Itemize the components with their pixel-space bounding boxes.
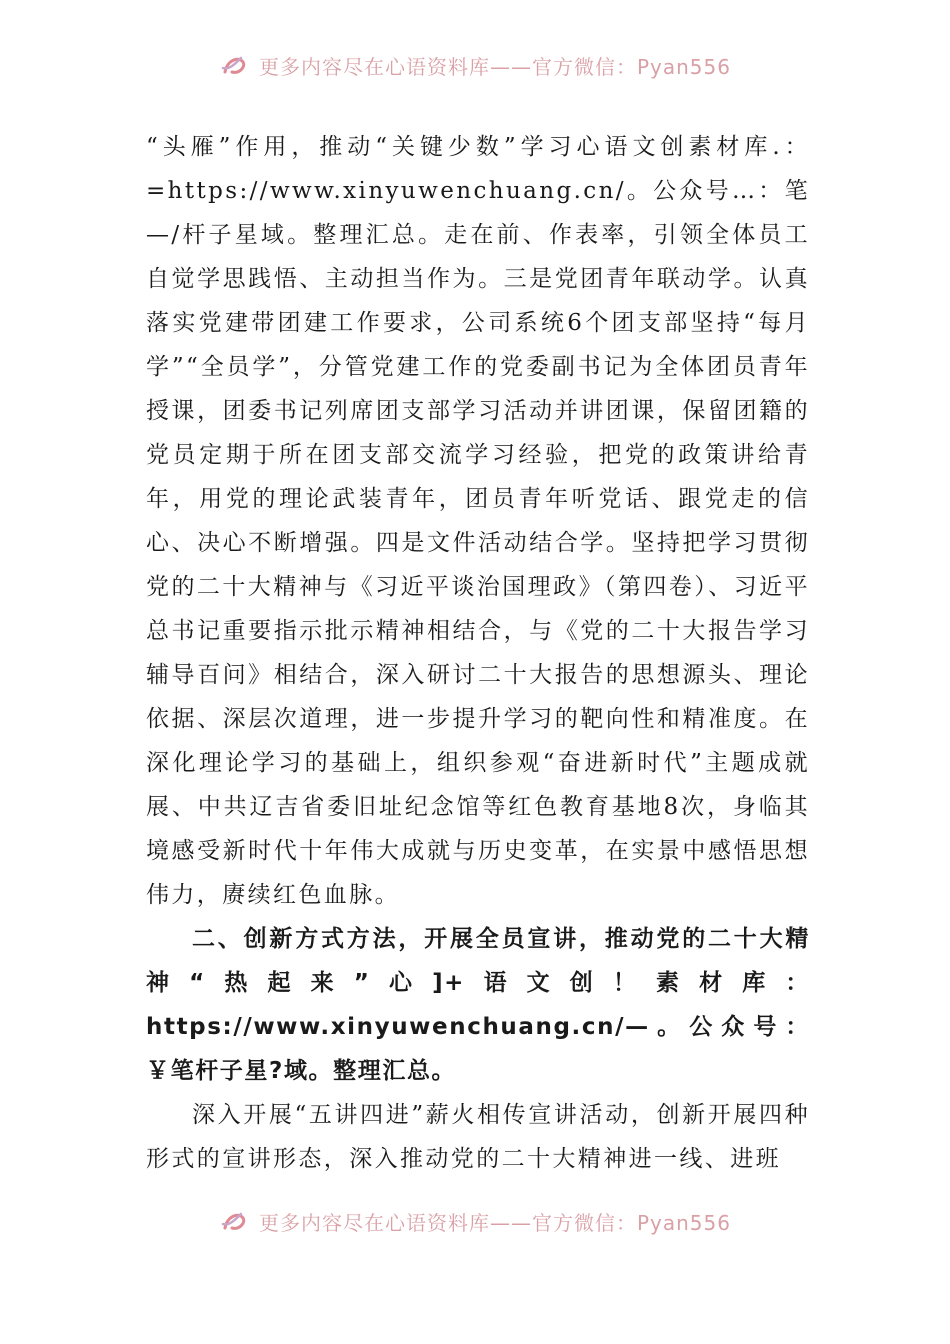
paragraph: “头雁”作用，推动“关键少数”学习心语文创素材库.：=https://www.xinyuwenchuang.cn/。公众号…：笔—/杆子星域。整理汇总。走在前、作表率，引领全体员工自觉学思践悟、主动担当作为。三是党团青年联动学。认真落实党建带团建工作要求，公司系统6个团支部坚持“每月学”“全员学”，分管党建工作的党委副书记为全体团员青年授课，团委书记列席团支部学习活动并讲团课，保留团籍的党员定期于所在团支部交流学习经验，把党的政策讲给青年，用党的理论武装青年，团员青年听党话、跟党走的信心、决心不断增强。四是文件活动结合学。坚持把学习贯彻党的二十大精神与《习近平谈治国理政》（第四卷）、习近平总书记重要指示批示精神相结合，与《党的二十大报告学习辅导百问》相结合，深入研讨二十大报告的思想源头、理论依据、深层次道理，进一步提升学习的靶向性和精准度。在深化理论学习的基础上，组织参观“奋进新时代”主题成就展、中共辽吉省委旧址纪念馆等红色教育基地8次，身临其境感受新时代十年伟大成就与历史变革，在实景中感悟思想伟力，赓续红色血脉。 — [146, 134, 810, 908]
watermark-text: 更多内容尽在心语资料库——官方微信：Pyan556 — [258, 1210, 731, 1235]
paragraph: 深入开展“五讲四进”薪火相传宣讲活动，创新开展四种形式的宣讲形态，深入推动党的二十大精神进一线、进班 — [146, 1102, 810, 1172]
document-body — [146, 125, 810, 1181]
watermark-text: 更多内容尽在心语资料库——官方微信：Pyan556 — [258, 54, 731, 79]
watermark-footer — [0, 1204, 950, 1238]
section-heading: 二、创新方式方法，开展全员宣讲，推动党的二十大精神“热起来”心]+语文创！素材库：https://www.xinyuwenchuang.cn/—。公众号：￥笔杆子星?域。整理汇总。 — [146, 926, 810, 1084]
watermark-header — [0, 48, 950, 82]
watermark-logo-icon — [219, 1206, 249, 1236]
watermark-logo-icon — [219, 50, 249, 80]
